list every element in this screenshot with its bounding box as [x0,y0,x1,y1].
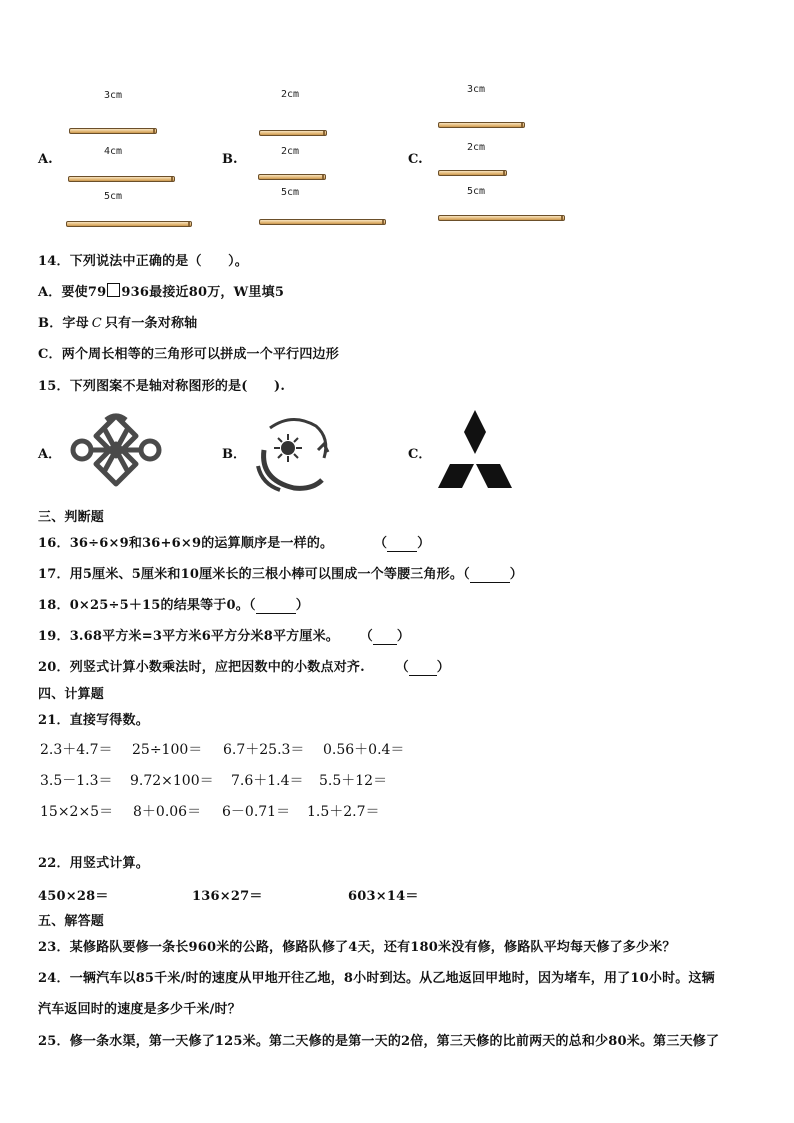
q13-b-stick1 [259,130,327,136]
section-3-heading: 三、判断题 [38,510,105,525]
q14-option-a [38,281,284,300]
q21-stem: 21．直接写得数。 [38,713,149,728]
q21-item[interactable]: 7.6＋1.4＝ [231,773,304,789]
q13-b-stick1-label: 2cm [281,89,300,100]
q18-answer-blank[interactable]: （ ） [249,598,309,613]
q21-item[interactable]: 6.7＋25.3＝ [223,742,305,758]
q13-a-stick3 [66,221,192,227]
q13-a-stick1-label: 3cm [104,90,123,101]
q13-b-stick3 [259,219,386,225]
q21-item[interactable]: 25÷100＝ [132,742,203,758]
section-4-heading: 四、计算题 [38,687,105,702]
q13-b-stick2-label: 2cm [281,146,300,157]
q13-b-stick3-label: 5cm [281,187,300,198]
q13-a-stick2 [68,176,175,182]
three-diamonds-logo-icon [436,408,514,490]
q13-a-stick1 [69,128,157,134]
q21-item[interactable]: 6－0.71＝ [222,804,291,820]
swirl-emblem-icon [250,410,334,494]
q13-c-stick1 [438,122,525,128]
q22-item[interactable]: 450×28＝ [38,889,109,904]
q24-problem-line2: 汽车返回时的速度是多少千米/时？ [38,1002,241,1017]
q21-item[interactable]: 2.3＋4.7＝ [40,742,113,758]
q22-stem: 22．用竖式计算。 [38,856,149,871]
q13-option-a-letter: A. [38,152,53,167]
q13-c-stick2-label: 2cm [467,142,486,153]
q20-statement: 20．列竖式计算小数乘法时，应把因数中的小数点对齐. （ ） [38,660,450,675]
q17-answer-blank[interactable]: （ ） [463,567,523,582]
q14-option-c: C．两个周长相等的三角形可以拼成一个平行四边形 [38,347,339,362]
q13-c-stick3-label: 5cm [467,186,486,197]
q14-option-b [38,312,197,331]
blank-box-icon [107,283,120,297]
q23-problem: 23．某修路队要修一条长960米的公路，修路队修了4天，还有180米没有修，修路队平均每天修了多少米？ [38,940,676,955]
q14-b-prefix: B．字母 [38,316,89,331]
q15-stem: 15．下列图案不是轴对称图形的是( ). [38,379,286,394]
q13-b-stick2 [258,174,326,180]
q13-c-stick3 [438,215,565,221]
q21-item[interactable]: 3.5－1.3＝ [40,773,113,789]
q21-item[interactable]: 9.72×100＝ [130,773,214,789]
q15-option-b-letter: B． [222,447,246,462]
q21-item[interactable]: 15×2×5＝ [40,804,114,820]
q20-answer-blank[interactable]: （ ） [395,660,450,675]
q19-answer-blank[interactable]: （ ） [359,629,411,644]
q22-item[interactable]: 603×14＝ [348,889,419,904]
section-5-heading: 五、解答题 [38,914,105,929]
q21-item[interactable]: 8＋0.06＝ [133,804,202,820]
q14-b-letter: C [91,316,102,331]
q21-item[interactable]: 5.5＋12＝ [319,773,388,789]
q22-item[interactable]: 136×27＝ [192,889,263,904]
q14-b-suffix: 只有一条对称轴 [104,316,198,331]
q19-statement: 19．3.68平方米=3平方米6平方分米8平方厘米。 （ ） [38,629,411,644]
q16-answer-blank[interactable]: （ ） [373,536,431,551]
chinese-knot-icon [64,412,168,488]
q15-option-c-letter: C． [408,447,432,462]
q16-statement: 16．36÷6×9和36+6×9的运算顺序是一样的。 （ ） [38,536,431,551]
q24-problem-line1: 24．一辆汽车以85千米/时的速度从甲地开往乙地，8小时到达。从乙地返回甲地时，因为堵车，用了10小时。这辆 [38,971,715,986]
q13-option-c-letter: C. [408,152,423,167]
q25-problem: 25．修一条水渠，第一天修了125米。第二天修的是第一天的2倍，第三天修的比前两天的总和少80米。第三天修了 [38,1034,720,1049]
q21-item[interactable]: 0.56＋0.4＝ [323,742,405,758]
q13-a-stick3-label: 5cm [104,191,123,202]
q15-option-a-letter: A． [38,447,62,462]
q21-item[interactable]: 1.5＋2.7＝ [307,804,380,820]
q17-statement: 17．用5厘米、5厘米和10厘米长的三根小棒可以围成一个等腰三角形。（ ） [38,567,523,582]
q13-c-stick1-label: 3cm [467,84,486,95]
q14-a-suffix: 936最接近80万，W里填5 [121,285,285,300]
q14-a-prefix: A．要使79 [38,285,107,300]
q18-statement: 18．0×25÷5＋15的结果等于0。（ ） [38,598,309,613]
q13-c-stick2 [438,170,507,176]
q13-a-stick2-label: 4cm [104,146,123,157]
q14-stem: 14．下列说法中正确的是（ ）。 [38,254,248,269]
q13-option-b-letter: B. [222,152,238,167]
